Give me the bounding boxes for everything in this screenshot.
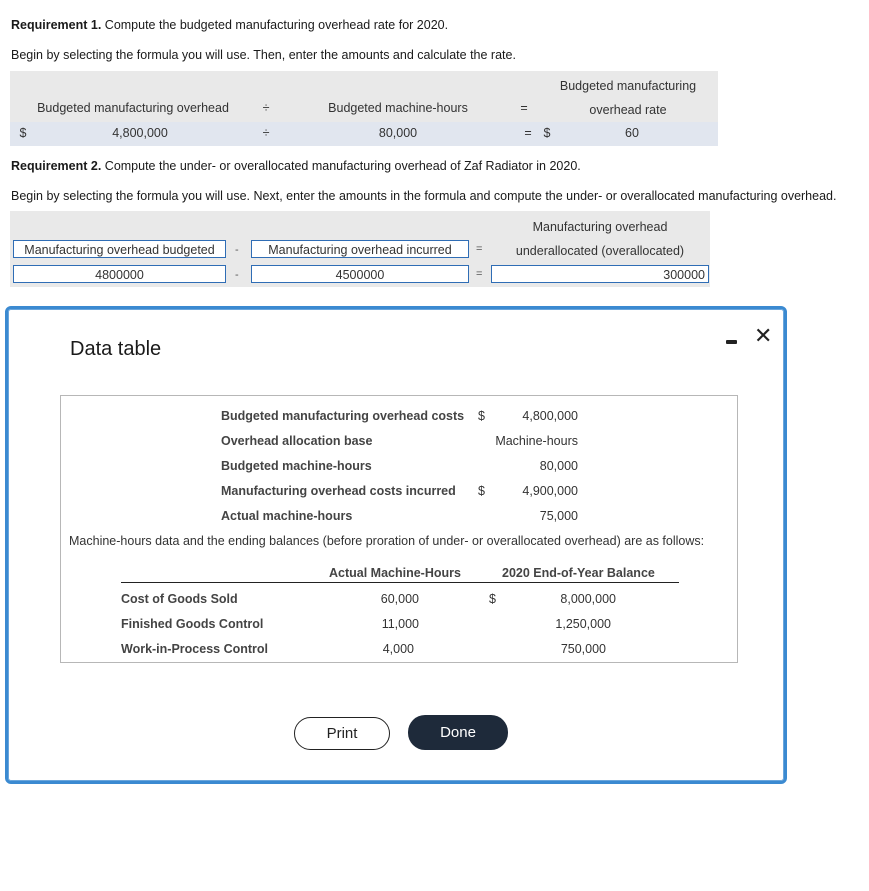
minimize-icon[interactable]	[724, 333, 740, 349]
req2-col3-input[interactable]: 300000	[491, 265, 709, 283]
req1-col3-header-line2: overhead rate	[589, 103, 667, 117]
table-row-2-account: Work-in-Process Control	[121, 642, 269, 656]
req2-col2-select[interactable]: Manufacturing overhead incurred	[251, 240, 469, 258]
table-row-0-balance: 8,000,000	[560, 592, 616, 606]
req1-col1-value[interactable]: 4,800,000	[112, 126, 168, 140]
req1-col3-value[interactable]: 60	[625, 126, 639, 140]
summary-label-3: Manufacturing overhead costs incurred	[221, 484, 456, 498]
summary-label-1: Overhead allocation base	[221, 434, 373, 448]
print-button[interactable]: Print	[294, 717, 390, 750]
req2-col1-select[interactable]: Manufacturing overhead budgeted	[13, 240, 226, 258]
req1-col2-value[interactable]: 80,000	[378, 126, 418, 140]
req2-minus-op-2: -	[235, 269, 239, 281]
req2-minus-op: -	[235, 244, 239, 256]
table-header-balance: 2020 End-of-Year Balance	[502, 566, 655, 580]
req1-title: Requirement 1. Compute the budgeted manufacturing overhead rate for 2020.	[11, 18, 449, 32]
req1-col1-currency: $	[19, 126, 27, 140]
req2-instruction: Begin by selecting the formula you will use. Next, enter the amounts in the formula and compute the under- or overallocated manufacturing overhead.	[11, 189, 837, 203]
table-header-rule	[121, 582, 679, 583]
table-row-2-balance: 750,000	[560, 642, 606, 656]
table-header-hours: Actual Machine-Hours	[329, 566, 461, 580]
summary-currency-3: $	[478, 484, 485, 498]
summary-value-1: Machine-hours	[495, 434, 578, 448]
data-note: Machine-hours data and the ending balances (before proration of under- or overallocated overhead) are as follows:	[69, 534, 705, 548]
req2-title: Requirement 2. Compute the under- or overallocated manufacturing overhead of Zaf Radiator in 2020.	[11, 159, 581, 173]
table-row-0-currency: $	[489, 592, 496, 606]
req2-col3-header-line1: Manufacturing overhead	[532, 220, 668, 234]
table-row-0-account: Cost of Goods Sold	[121, 592, 238, 606]
req2-col1-input[interactable]: 4800000	[13, 265, 226, 283]
summary-value-0: 4,800,000	[522, 409, 578, 423]
req2-col2-input[interactable]: 4500000	[251, 265, 469, 283]
modal-title: Data table	[70, 338, 162, 360]
summary-label-2: Budgeted machine-hours	[221, 459, 372, 473]
req1-col1-header[interactable]: Budgeted manufacturing overhead	[37, 101, 229, 115]
summary-value-3: 4,900,000	[522, 484, 578, 498]
summary-label-4: Actual machine-hours	[221, 509, 353, 523]
req2-equals-op: =	[476, 243, 483, 255]
req2-equals-op-2: =	[476, 268, 483, 280]
summary-value-4: 75,000	[539, 509, 578, 523]
data-table-modal	[5, 306, 787, 784]
summary-value-2: 80,000	[539, 459, 578, 473]
summary-currency-0: $	[478, 409, 485, 423]
req1-equals-op-2: =	[524, 126, 532, 140]
done-button[interactable]: Done	[408, 715, 508, 750]
req1-col3-header-line1: Budgeted manufacturing	[559, 79, 697, 93]
req1-col3-currency: $	[543, 126, 551, 140]
req1-instruction: Begin by selecting the formula you will use. Then, enter the amounts and calculate the rate.	[11, 48, 516, 62]
data-table	[60, 395, 738, 663]
req1-divide-op-2: ÷	[262, 126, 270, 140]
req1-equals-op: =	[520, 101, 528, 115]
table-row-1-hours: 11,000	[381, 617, 419, 631]
req1-divide-op: ÷	[262, 101, 270, 115]
close-icon[interactable]: ✕	[754, 323, 773, 348]
table-row-1-balance: 1,250,000	[555, 617, 611, 631]
req2-col3-header-line2: underallocated (overallocated)	[515, 244, 685, 258]
summary-label-0: Budgeted manufacturing overhead costs	[221, 409, 465, 423]
table-row-0-hours: 60,000	[380, 592, 419, 606]
table-row-1-account: Finished Goods Control	[121, 617, 264, 631]
table-row-2-hours: 4,000	[382, 642, 414, 656]
req1-col2-header[interactable]: Budgeted machine-hours	[328, 101, 468, 115]
